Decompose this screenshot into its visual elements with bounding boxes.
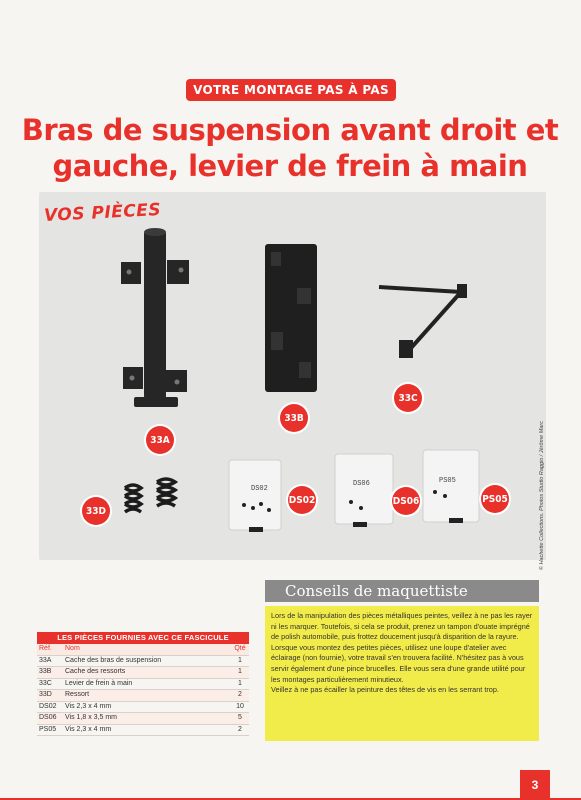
- cell-ref: DS06: [39, 714, 57, 721]
- cell-qty: 1: [238, 679, 242, 687]
- part-33c-image: [379, 284, 467, 358]
- label-ds06: DS06: [392, 487, 420, 515]
- cell-ref: 33A: [39, 656, 52, 664]
- title-line-2: gauche, levier de frein à main: [52, 149, 528, 183]
- cell-name: Vis 1,8 x 3,5 mm: [65, 714, 118, 721]
- column-ref: Réf.: [39, 645, 52, 652]
- parts-table-header-row: [37, 644, 249, 656]
- label-33c: 33C: [394, 384, 422, 412]
- part-33b-image: [265, 244, 317, 392]
- tips-title: Conseils de maquettiste: [265, 580, 539, 602]
- section-badge: VOTRE MONTAGE PAS À PAS: [186, 79, 396, 101]
- cell-qty: 2: [238, 691, 242, 698]
- tips-box: [265, 606, 539, 741]
- part-33a-image: [121, 228, 189, 407]
- label-ps05: PS05: [481, 485, 509, 513]
- cell-qty: 2: [238, 725, 242, 733]
- cell-qty: 1: [238, 668, 242, 675]
- parts-heading: VOS PIÈCES: [43, 199, 162, 227]
- bag-label-ps05: PS05: [439, 477, 456, 485]
- cell-ref: DS02: [39, 702, 57, 710]
- table-row: [37, 667, 249, 679]
- cell-ref: 33B: [39, 668, 52, 675]
- screw-bag-ds02: [229, 460, 281, 532]
- table-row: [37, 702, 249, 714]
- cell-ref: 33C: [39, 679, 52, 687]
- parts-table: [37, 632, 249, 736]
- table-row: [37, 690, 249, 702]
- column-qty: Qté: [234, 645, 246, 652]
- cell-name: Cache des ressorts: [65, 668, 126, 675]
- bag-label-ds02: DS02: [251, 485, 268, 493]
- screw-bag-ps05: [423, 450, 479, 523]
- label-33a: 33A: [146, 426, 174, 454]
- label-33b: 33B: [280, 404, 308, 432]
- label-ds02: DS02: [288, 486, 316, 514]
- bag-label-ds06: DS06: [353, 480, 370, 488]
- parts-table-heading: LES PIÈCES FOURNIES AVEC CE FASCICULE: [37, 632, 249, 644]
- page-number: 3: [520, 770, 550, 800]
- cell-ref: PS05: [39, 725, 57, 733]
- label-33d: 33D: [82, 497, 110, 525]
- cell-qty: 1: [238, 656, 242, 664]
- photo-credit: © Hachette Collections. Photos Studio Raggio / Jérôme Marc: [539, 421, 545, 570]
- cell-name: Cache des bras de suspension: [65, 656, 162, 664]
- screw-bag-ds06: [335, 454, 393, 527]
- part-33d-image: [125, 479, 175, 512]
- tips-paragraph-3: Veillez à ne pas écailler la peinture des têtes de vis en les serrant trop.: [271, 685, 499, 695]
- cell-name: Vis 2,3 x 4 mm: [65, 725, 112, 733]
- table-row: [37, 679, 249, 691]
- cell-qty: 10: [236, 702, 244, 710]
- table-row: [37, 725, 249, 737]
- page-title: [20, 112, 560, 184]
- cell-name: Levier de frein à main: [65, 679, 133, 687]
- tips-paragraph-1: Lors de la manipulation des pièces métalliques peintes, veillez à ne pas les rayer ni les marquer. Toutefois, si cela se produit, prenez un tampon d'ouate imprégné de polish automobile, puis frottez doucement jusqu'à disparition de la rayure.: [271, 611, 533, 642]
- cell-ref: 33D: [39, 691, 52, 698]
- title-line-1: Bras de suspension avant droit et: [21, 113, 559, 147]
- tips-paragraph-2: Lorsque vous montez des petites pièces, utilisez une loupe d'atelier avec éclairage (non fournie), votre travail s'en trouvera facilité. N'hésitez pas à vous servir également d'une pince brucelles. Elle vous sera d'une grande utilité pour les montages particulièrement minutieux.: [271, 642, 526, 684]
- table-row: [37, 656, 249, 668]
- column-name: Nom: [65, 645, 80, 652]
- cell-qty: 5: [238, 714, 242, 721]
- table-row: [37, 713, 249, 725]
- cell-name: Ressort: [65, 691, 90, 698]
- cell-name: Vis 2,3 x 4 mm: [65, 702, 112, 710]
